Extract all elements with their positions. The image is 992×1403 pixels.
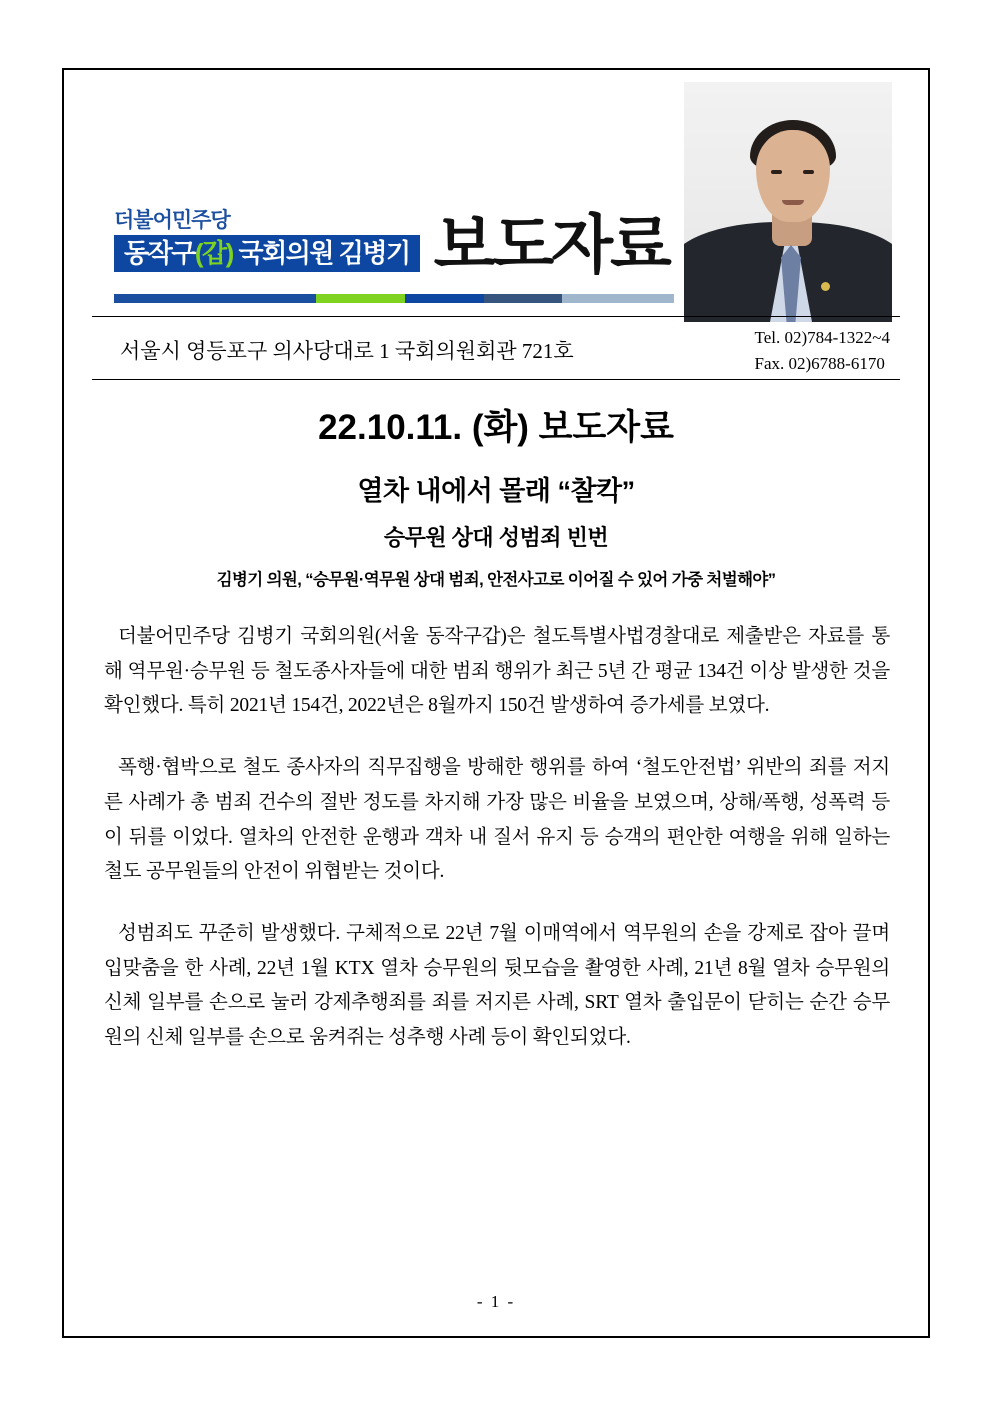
accent-color-bars bbox=[114, 294, 674, 303]
masthead bbox=[92, 82, 900, 314]
contact-block bbox=[755, 325, 891, 378]
district-bar bbox=[114, 235, 420, 272]
district-paren: (갑) bbox=[194, 238, 233, 269]
page-number: - 1 - bbox=[476, 1292, 516, 1311]
office-address: 서울시 영등포구 의사당대로 1 국회의원회관 721호 bbox=[120, 339, 574, 363]
fax-number: Fax. 02)6788-6170 bbox=[754, 354, 885, 374]
body-paragraph: 더불어민주당 김병기 국회의원(서울 동작구갑)은 철도특별사법경찰대로 제출받은 자료를 통해 역무원·승무원 등 철도종사자들에 대한 범죄 행위가 최근 5년 간 평균 134건 이상 발생한 것을 확인했다. 특히 2021년 154건, 2022년은 8월까지 150건 발생하여 증가세를 보였다. bbox=[104, 626, 890, 717]
body-paragraph: 폭행·협박으로 철도 종사자의 직무집행을 방해한 행위를 하여 ‘철도안전법’ 위반의 죄를 저지른 사례가 총 범죄 건수의 절반 정도를 차지해 가장 많은 비율을 보였으며, 상해/폭행, 성폭력 등이 뒤를 이었다. 열차의 안전한 운행과 객차 내 질서 유지 등 승객의 편안한 여행을 위해 일하는 철도 공무원들의 안전이 위협받는 것이다. bbox=[104, 757, 890, 883]
page-content bbox=[92, 82, 900, 1326]
document-page bbox=[62, 68, 930, 1338]
page-title: 22.10.11. (화) 보도자료 bbox=[318, 408, 674, 447]
district-prefix: 동작구 bbox=[124, 238, 195, 269]
press-logo bbox=[114, 209, 674, 282]
headline: 열차 내에서 몰래 “찰칵” bbox=[357, 476, 635, 506]
legislator-portrait bbox=[684, 82, 892, 322]
telephone-number: Tel. 02)784-1322~4 bbox=[754, 328, 890, 347]
district-suffix: 국회의원 김병기 bbox=[232, 238, 410, 269]
party-name bbox=[114, 210, 420, 232]
body-paragraph: 성범죄도 꾸준히 발생했다. 구체적으로 22년 7월 이매역에서 역무원의 손을 강제로 잡아 끌며 입맞춤을 한 사례, 22년 1월 KTX 열차 승무원의 뒷모습을 촬영한 사례, 21년 8월 열차 승무원의 신체 일부를 손으로 눌러 강제추행죄를 죄를 저지른 사례, SRT 열차 출입문이 닫히는 순간 승무원의 신체 일부를 손으로 움켜쥐는 성추행 사례 등이 확인되었다. bbox=[104, 922, 890, 1049]
subheadline: 승무원 상대 성범죄 빈번 bbox=[383, 525, 609, 550]
address-band bbox=[92, 316, 900, 380]
body-copy bbox=[92, 620, 900, 1056]
party-name-text: 더불어민주당 bbox=[114, 209, 230, 232]
quote-line: 김병기 의원, “승무원·역무원 상대 범죄, 안전사고로 이어질 수 있어 가중 처벌해야” bbox=[216, 571, 776, 589]
press-release-label: 보도자료 bbox=[433, 209, 669, 282]
